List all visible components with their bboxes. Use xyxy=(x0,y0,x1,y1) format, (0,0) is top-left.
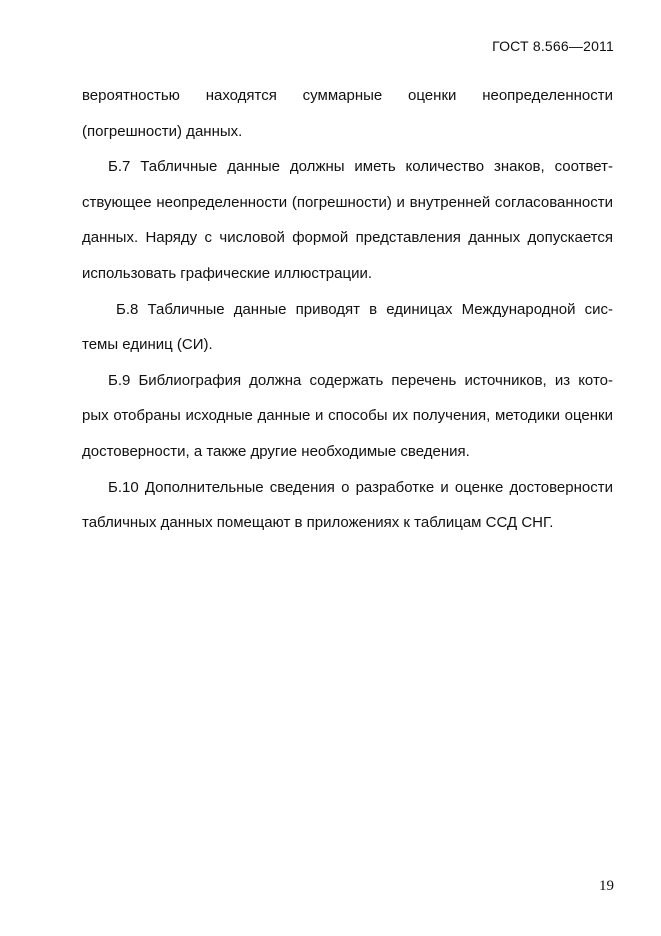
document-header xyxy=(492,38,614,54)
paragraph-b9 xyxy=(82,363,613,470)
text-line: (погрешности) данных. xyxy=(82,122,243,140)
text-line: рых отобраны исходные данные и способы их получения, методики оценки xyxy=(82,407,613,425)
text-line: табличных данных помещают в приложениях к таблицам ССД СНГ. xyxy=(82,514,554,532)
text-line: достоверности, а также другие необходимые сведения. xyxy=(82,442,470,460)
text-line: Б.8 Табличные данные приводят в единицах Международной сис- xyxy=(116,300,613,318)
text-line: ствующее неопределенности (погрешности) и внутренней согласованности xyxy=(82,193,613,211)
paragraph-continuation xyxy=(82,78,613,149)
paragraph-b7 xyxy=(82,149,613,291)
text-line: вероятностью находятся суммарные оценки неопределенности xyxy=(82,87,613,104)
document-body xyxy=(82,78,613,541)
standard-code: ГОСТ 8.566—2011 xyxy=(492,38,614,54)
text-line: Б.9 Библиография должна содержать перечень источников, из кото- xyxy=(108,371,613,389)
paragraph-b8 xyxy=(82,292,613,363)
text-line: Б.7 Табличные данные должны иметь количество знаков, соответ- xyxy=(108,158,613,176)
text-line: использовать графические иллюстрации. xyxy=(82,264,372,282)
page-number: 19 xyxy=(599,878,614,894)
text-line: данных. Наряду с числовой формой представления данных допускается xyxy=(82,229,613,247)
paragraph-b10 xyxy=(82,470,613,541)
text-line: Б.10 Дополнительные сведения о разработке и оценке достоверности xyxy=(108,478,613,496)
text-line: темы единиц (СИ). xyxy=(82,336,213,354)
